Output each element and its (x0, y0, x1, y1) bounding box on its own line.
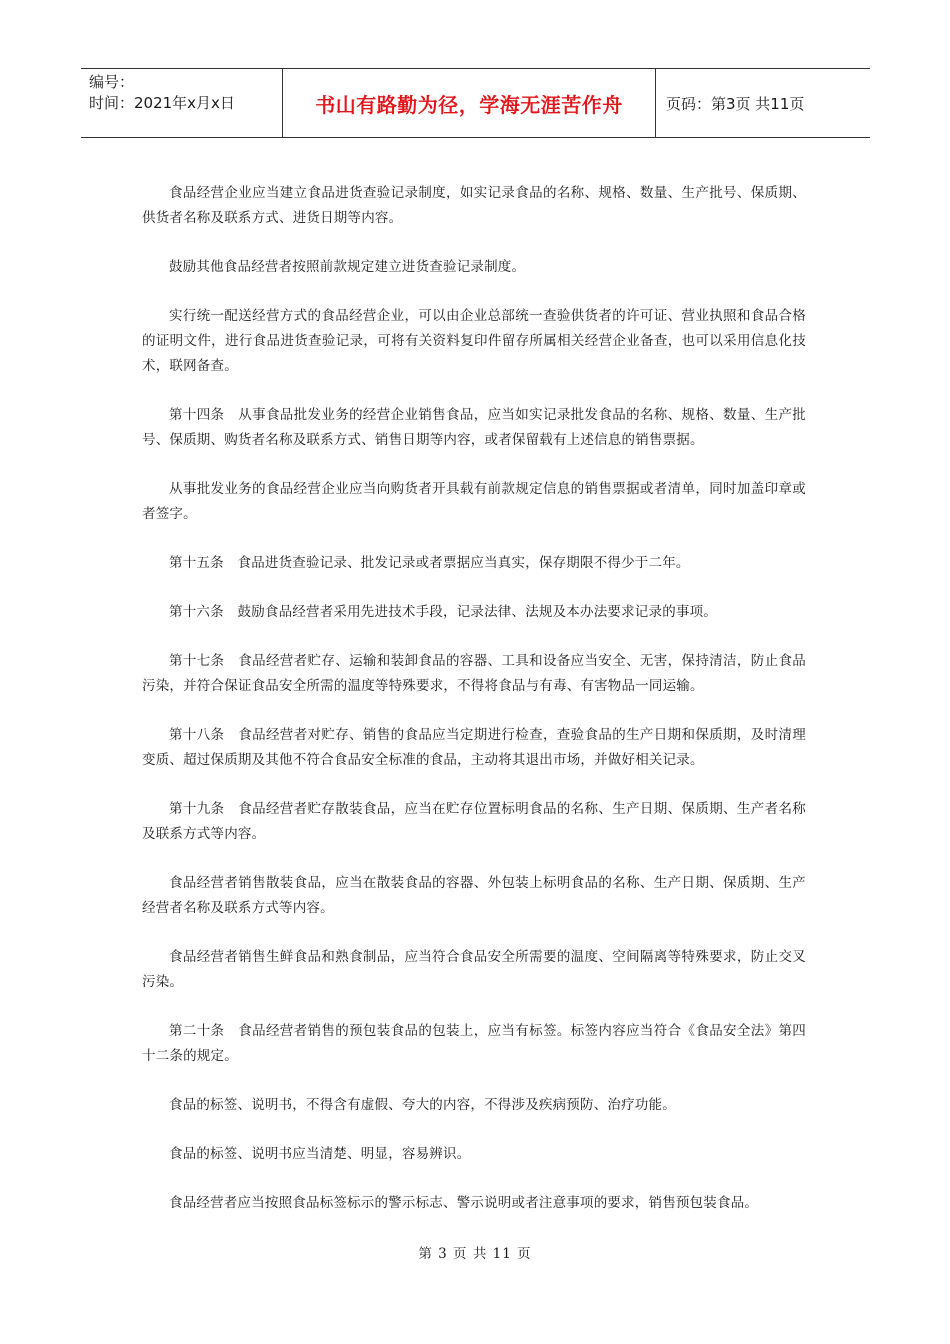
paragraph: 第十六条 鼓励食品经营者采用先进技术手段，记录法律、法规及本办法要求记录的事项。 (169, 604, 717, 620)
paragraph: 第十五条 食品进货查验记录、批发记录或者票据应当真实，保存期限不得少于二年。 (169, 555, 690, 571)
paragraph: 鼓励其他食品经营者按照前款规定建立进货查验记录制度。 (169, 259, 526, 275)
header-motto: 书山有路勤为径，学海无涯苦作舟 (283, 69, 656, 137)
time-label: 时间：2021年x月x日 (89, 94, 235, 112)
header-meta (81, 69, 283, 137)
page-footer: 第 3 页 共 11 页 (418, 1246, 532, 1262)
paragraph: 第十八条 食品经营者对贮存、销售的食品应当定期进行检查，查验食品的生产日期和保质期，及时清理变质、超过保质期及其他不符合食品安全标准的食品，主动将其退出市场，并做好相关记录。 (142, 727, 806, 768)
paragraph: 食品的标签、说明书，不得含有虚假、夸大的内容，不得涉及疾病预防、治疗功能。 (169, 1097, 676, 1113)
document-body (142, 181, 806, 1240)
paragraph: 从事批发业务的食品经营企业应当向购货者开具载有前款规定信息的销售票据或者清单，同时加盖印章或者签字。 (142, 481, 806, 522)
paragraph: 食品经营者销售生鲜食品和熟食制品，应当符合食品安全所需要的温度、空间隔离等特殊要求，防止交叉污染。 (142, 949, 806, 990)
paragraph: 食品经营企业应当建立食品进货查验记录制度，如实记录食品的名称、规格、数量、生产批号、保质期、供货者名称及联系方式、进货日期等内容。 (142, 185, 806, 226)
paragraph: 第十七条 食品经营者贮存、运输和装卸食品的容器、工具和设备应当安全、无害，保持清洁，防止食品污染，并符合保证食品安全所需的温度等特殊要求，不得将食品与有毒、有害物品一同运输。 (142, 653, 806, 694)
paragraph: 第十四条 从事食品批发业务的经营企业销售食品，应当如实记录批发食品的名称、规格、数量、生产批号、保质期、购货者名称及联系方式、销售日期等内容，或者保留载有上述信息的销售票据。 (142, 407, 806, 448)
paragraph: 实行统一配送经营方式的食品经营企业，可以由企业总部统一查验供货者的许可证、营业执照和食品合格的证明文件，进行食品进货查验记录，可将有关资料复印件留存所属相关经营企业备查，也可以采用信息化技术，联网备查。 (142, 308, 806, 374)
paragraph: 第十九条 食品经营者贮存散装食品，应当在贮存位置标明食品的名称、生产日期、保质期、生产者名称及联系方式等内容。 (142, 801, 806, 842)
header-page-label: 页码：第3页 共11页 (666, 94, 805, 113)
paragraph: 第二十条 食品经营者销售的预包装食品的包装上，应当有标签。标签内容应当符合《食品安全法》第四十二条的规定。 (142, 1023, 806, 1064)
page-header (81, 68, 870, 138)
paragraph: 食品的标签、说明书应当清楚、明显，容易辨识。 (169, 1146, 471, 1162)
code-label: 编号： (89, 73, 135, 91)
paragraph: 食品经营者应当按照食品标签标示的警示标志、警示说明或者注意事项的要求，销售预包装食品。 (169, 1195, 759, 1211)
paragraph: 食品经营者销售散装食品，应当在散装食品的容器、外包装上标明食品的名称、生产日期、保质期、生产经营者名称及联系方式等内容。 (142, 875, 806, 916)
